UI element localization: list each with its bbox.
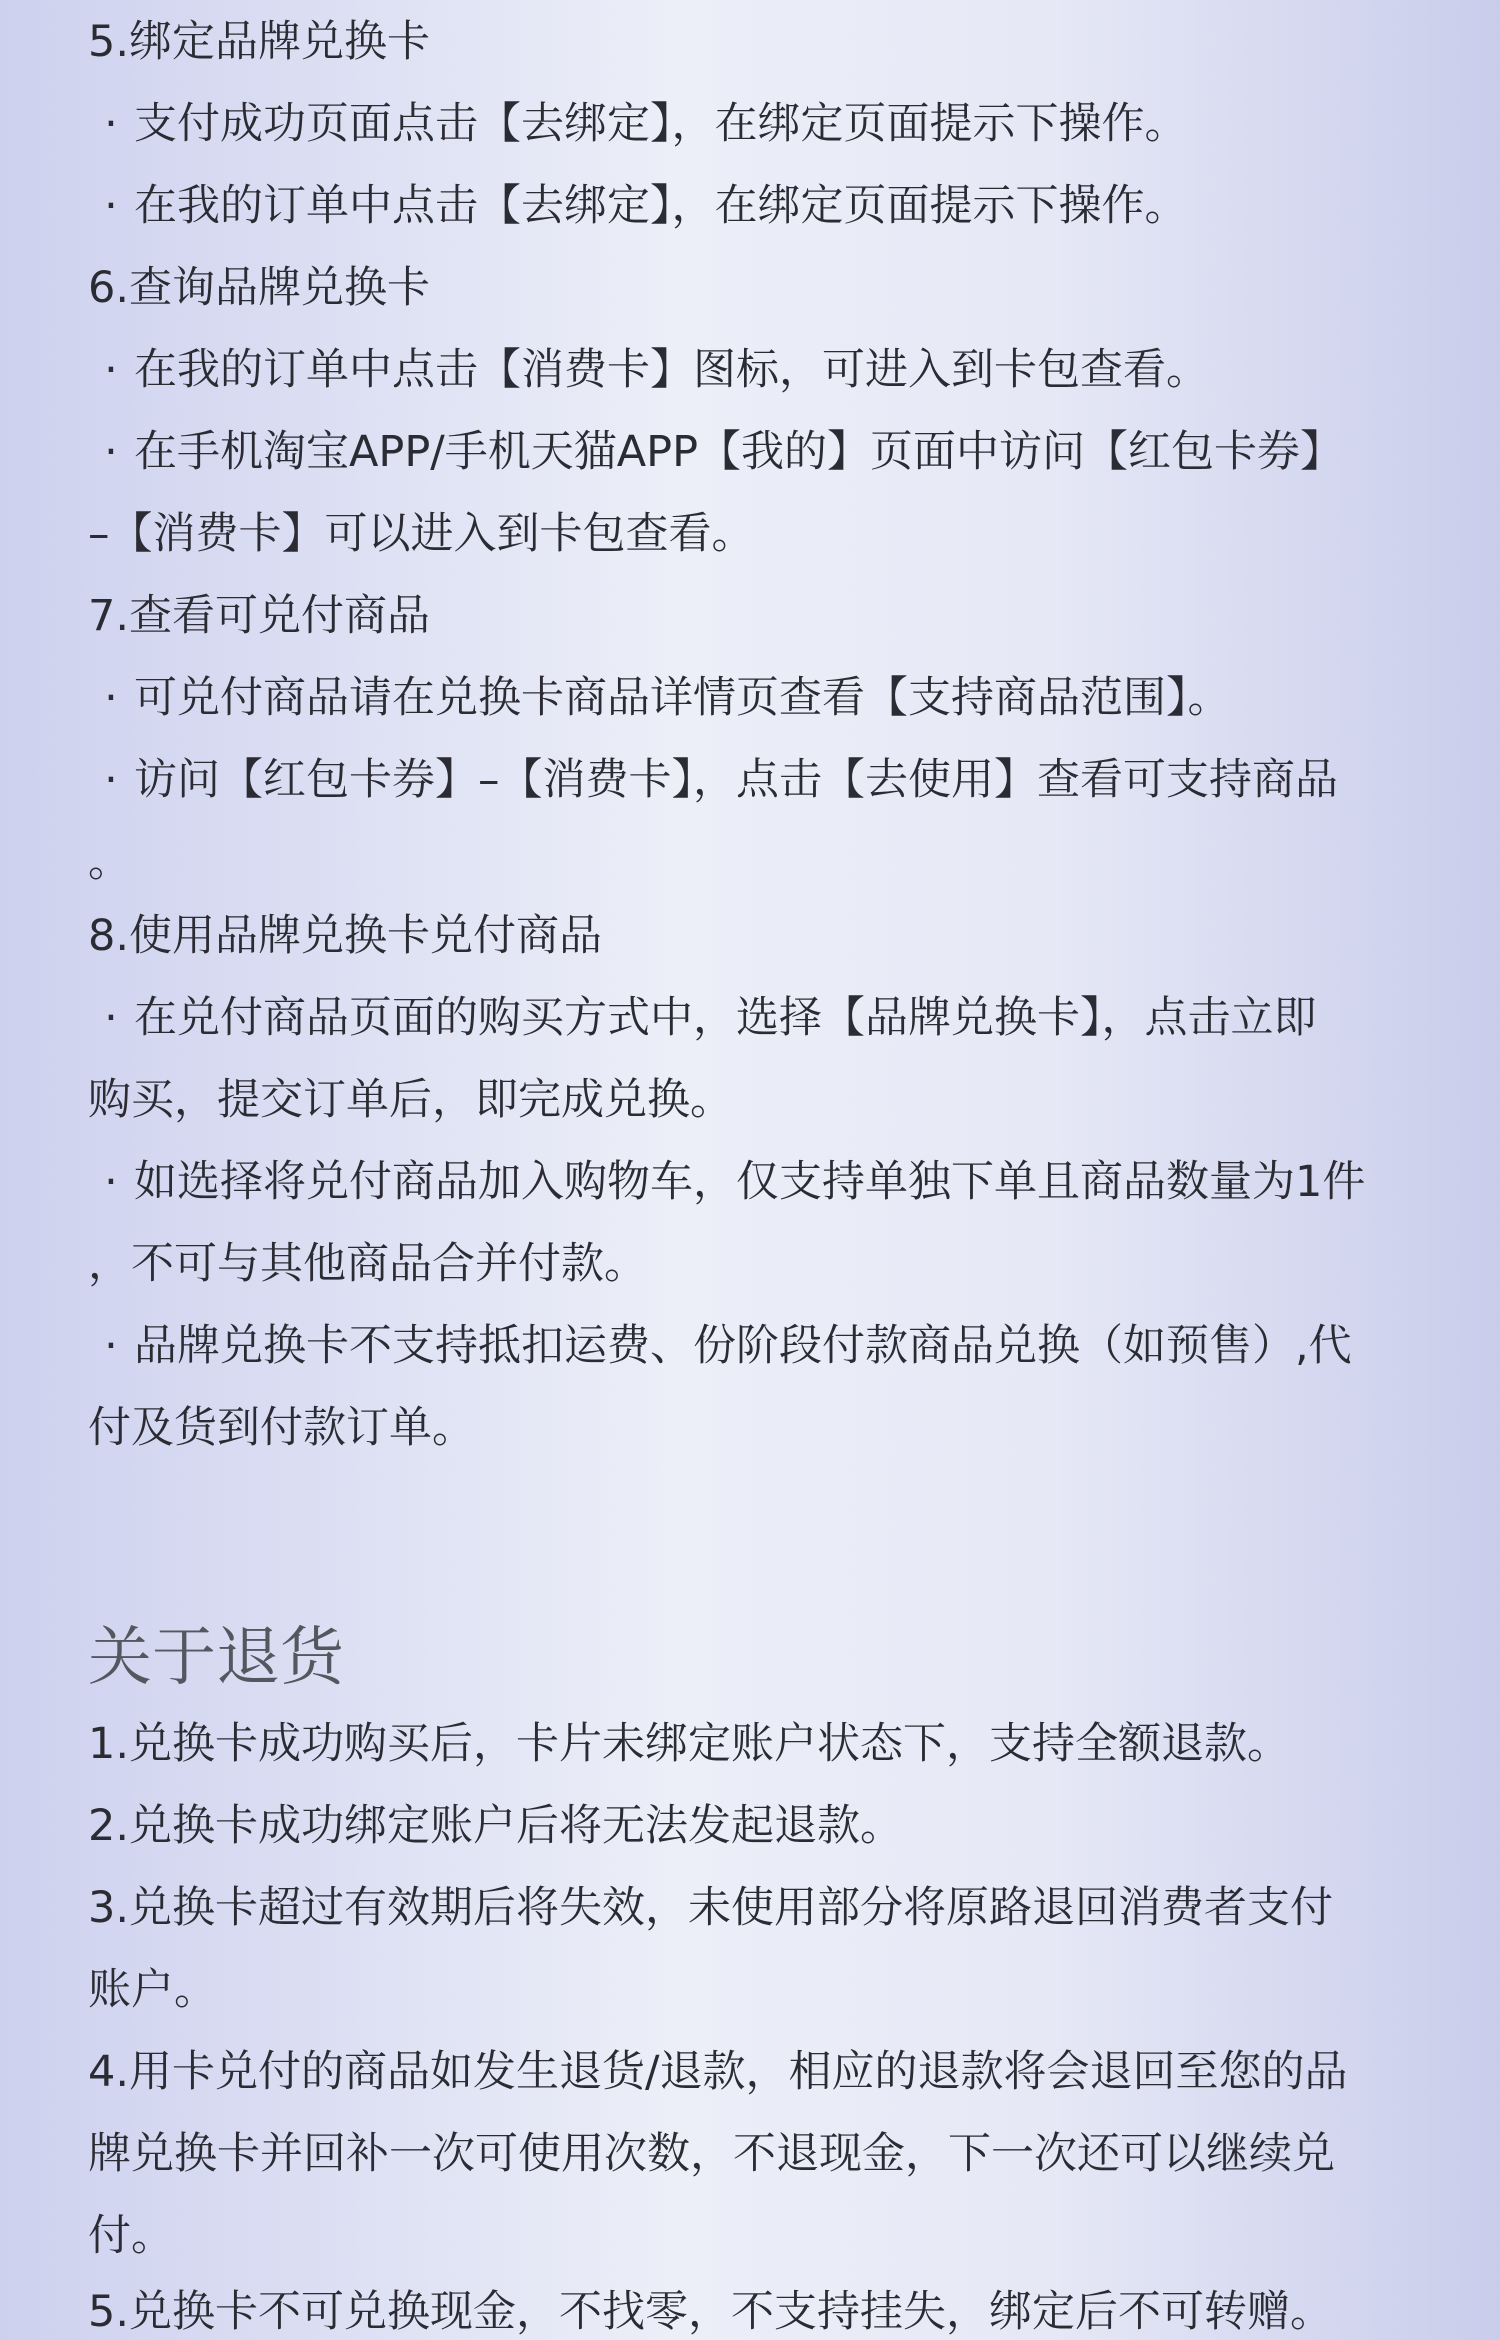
refund-line: 账户。 <box>88 1965 217 2015</box>
bullet-dot: · <box>104 993 118 1043</box>
line-text: 支付成功页面点击【去绑定】，在绑定页面提示下操作。 <box>134 99 1188 149</box>
text-line <box>88 834 131 890</box>
bullet-line <box>88 424 1343 480</box>
bullet-line <box>88 96 1188 152</box>
text-line <box>88 1072 733 1128</box>
bullet-dot: · <box>104 345 118 395</box>
line-text: 8.使用品牌兑换卡兑付商品 <box>88 911 603 961</box>
line-text: 如选择将兑付商品加入购物车，仅支持单独下单且商品数量为1件 <box>134 1157 1366 1207</box>
line-text: 7.查看可兑付商品 <box>88 591 431 641</box>
line-text: 品牌兑换卡不支持抵扣运费、份阶段付款商品兑换（如预售）,代 <box>134 1321 1352 1371</box>
refund-heading: 关于退货 <box>88 1621 344 1695</box>
bullet-dot: · <box>104 1157 118 1207</box>
instructions-page <box>88 0 1450 2337</box>
line-text: 在手机淘宝APP/手机天猫APP【我的】页面中访问【红包卡券】 <box>134 427 1344 477</box>
text-line <box>88 260 430 316</box>
bullet-dot: · <box>104 1321 118 1371</box>
text-line <box>88 1400 475 1456</box>
line-text: 购买，提交订单后，即完成兑换。 <box>88 1075 733 1125</box>
bullet-line <box>88 1318 1352 1374</box>
line-text: 在兑付商品页面的购买方式中，选择【品牌兑换卡】，点击立即 <box>134 993 1317 1043</box>
text-line <box>88 908 602 964</box>
text-line <box>88 506 755 562</box>
bullet-dot: · <box>104 673 118 723</box>
bullet-dot: · <box>104 427 118 477</box>
line-text: 。 <box>88 837 131 887</box>
refund-line: 4.用卡兑付的商品如发生退货/退款，相应的退款将会退回至您的品 <box>88 2047 1348 2097</box>
line-text: –【消费卡】可以进入到卡包查看。 <box>88 509 755 559</box>
bullet-line <box>88 1154 1365 1210</box>
text-line <box>88 14 430 70</box>
refund-line: 1.兑换卡成功购买后，卡片未绑定账户状态下，支持全额退款。 <box>88 1719 1291 1769</box>
line-text: 在我的订单中点击【消费卡】图标，可进入到卡包查看。 <box>134 345 1209 395</box>
refund-line: 牌兑换卡并回补一次可使用次数，不退现金，下一次还可以继续兑 <box>88 2129 1335 2179</box>
bullet-line <box>88 670 1231 726</box>
bullet-line <box>88 752 1338 808</box>
text-line <box>88 588 430 644</box>
line-text: 6.查询品牌兑换卡 <box>88 263 431 313</box>
bullet-line <box>88 990 1317 1046</box>
line-text: 在我的订单中点击【去绑定】，在绑定页面提示下操作。 <box>134 181 1188 231</box>
bullet-line <box>88 178 1188 234</box>
bullet-dot: · <box>104 181 118 231</box>
text-line <box>88 1236 647 1292</box>
line-text: ，不可与其他商品合并付款。 <box>88 1239 647 1289</box>
refund-line: 付。 <box>88 2211 174 2261</box>
bullet-dot: · <box>104 755 118 805</box>
bullet-dot: · <box>104 99 118 149</box>
refund-line: 2.兑换卡成功绑定账户后将无法发起退款。 <box>88 1801 904 1851</box>
line-text: 访问【红包卡券】–【消费卡】，点击【去使用】查看可支持商品 <box>134 755 1338 805</box>
line-text: 付及货到付款订单。 <box>88 1403 475 1453</box>
line-text: 5.绑定品牌兑换卡 <box>88 17 431 67</box>
refund-line: 5.兑换卡不可兑换现金，不找零，不支持挂失，绑定后不可转赠。 <box>88 2287 1334 2337</box>
bullet-line <box>88 342 1209 398</box>
refund-line: 3.兑换卡超过有效期后将失效，未使用部分将原路退回消费者支付 <box>88 1883 1334 1933</box>
line-text: 可兑付商品请在兑换卡商品详情页查看【支持商品范围】。 <box>134 673 1231 723</box>
